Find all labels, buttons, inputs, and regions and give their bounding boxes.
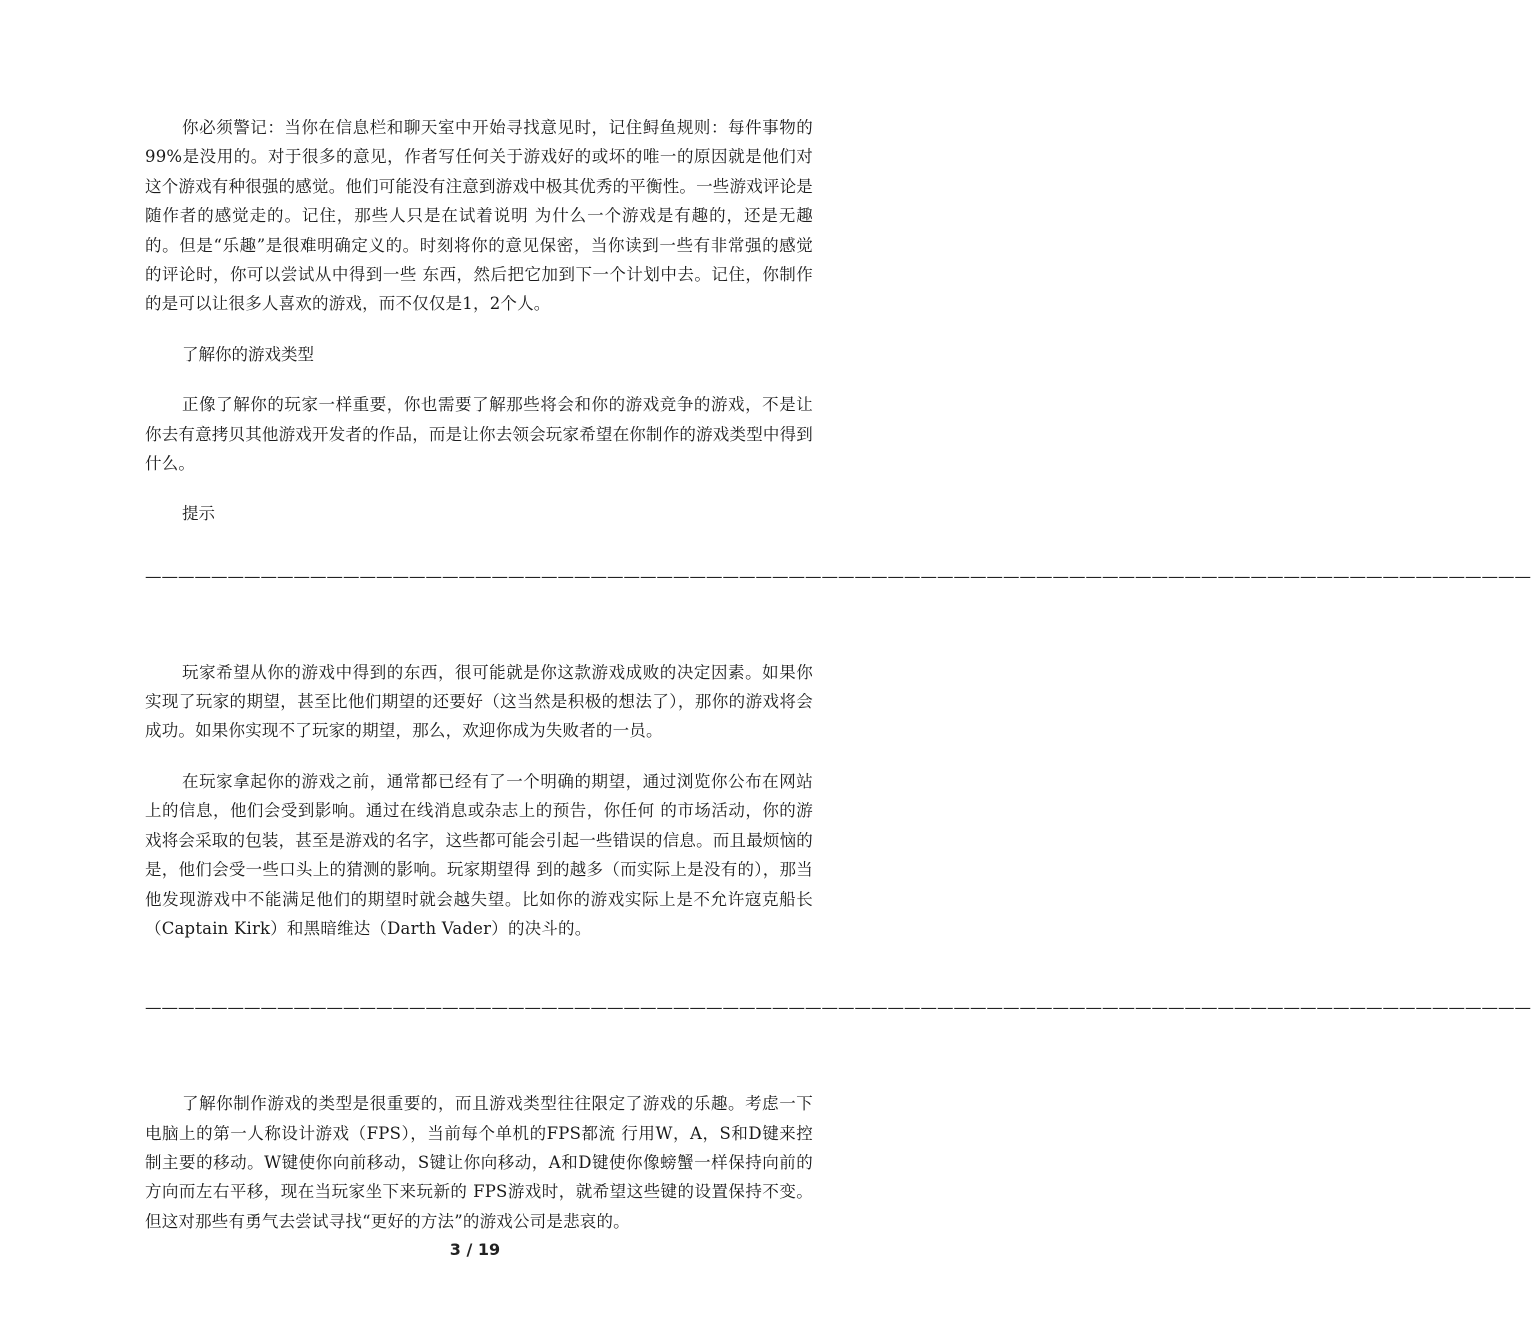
paragraph-know-competition: 正像了解你的玩家一样重要，你也需要了解那些将会和你的游戏竞争的游戏，不是让你去有意拷贝其他游戏开发者的作品，而是让你去领会玩家希望在你制作的游戏类型中得到什么。 <box>145 395 813 474</box>
paragraph-marketing-influence: 在玩家拿起你的游戏之前，通常都已经有了一个明确的期望，通过浏览你公布在网站上的信息，他们会受到影响。通过在线消息或杂志上的预告，你任何 的市场活动，你的游戏将会采取的包装，甚至是游戏的名字，这些都可能会引起一些错误的信息。而且最烦恼的是，他们会受一些口头上的猜测的影响。玩家期望得 到的越多（而实际上是没有的），那当他发现游戏中不能满足他们的期望时就会越失望。比如你的游戏实际上是不允许寇克船长（Captain Kirk）和黑暗维达（Darth Vader）的决斗的。 <box>145 771 813 938</box>
divider-line-2: ———————————————————————————————————————————————————————————————————————————————————— <box>145 998 1531 1018</box>
document-body <box>145 113 1531 1236</box>
paragraph-sturgeon-rule: 你必须警记：当你在信息栏和聊天室中开始寻找意见时，记住鲟鱼规则：每件事物的99%是没用的。对于很多的意见，作者写任何关于游戏好的或坏的唯一的原因就是他们对这个游戏有种很强的感觉。他们可能没有注意到游戏中极其优秀的平衡性。一些游戏评论是随作者的感觉走的。记住，那些人只是在试着说明 为什么一个游戏是有趣的，还是无趣的。但是“乐趣”是很难明确定义的。时刻将你的意见保密，当你读到一些有非常强的感觉的评论时，你可以尝试从中得到一些 东西，然后把它加到下一个计划中去。记住，你制作的是可以让很多人喜欢的游戏，而不仅仅是1，2个人。 <box>145 118 813 314</box>
paragraph-fps-controls: 了解你制作游戏的类型是很重要的，而且游戏类型往往限定了游戏的乐趣。考虑一下电脑上的第一人称设计游戏（FPS），当前每个单机的FPS都流 行用W，A，S和D键来控制主要的移动。W键使你向前移动，S键让你向移动，A和D键使你像螃蟹一样保持向前的方向而左右平移，现在当玩家坐下来玩新的 FPS游戏时，就希望这些键的设置保持不变。但这对那些有勇气去尝试寻找“更好的方法”的游戏公司是悲哀的。 <box>145 1094 813 1231</box>
paragraph-player-expectations: 玩家希望从你的游戏中得到的东西，很可能就是你这款游戏成败的决定因素。如果你实现了玩家的期望，甚至比他们期望的还要好（这当然是积极的想法了），那你的游戏将会成功。如果你实现不了玩家的期望，那么，欢迎你成为失败者的一员。 <box>145 662 813 741</box>
divider-line-1: ———————————————————————————————————————————————————————————————————————————————————— <box>145 566 1531 586</box>
section-heading-know-genre: 了解你的游戏类型 <box>182 344 314 364</box>
page-number: 3 / 19 <box>449 1240 501 1259</box>
section-heading-tip: 提示 <box>182 504 215 524</box>
